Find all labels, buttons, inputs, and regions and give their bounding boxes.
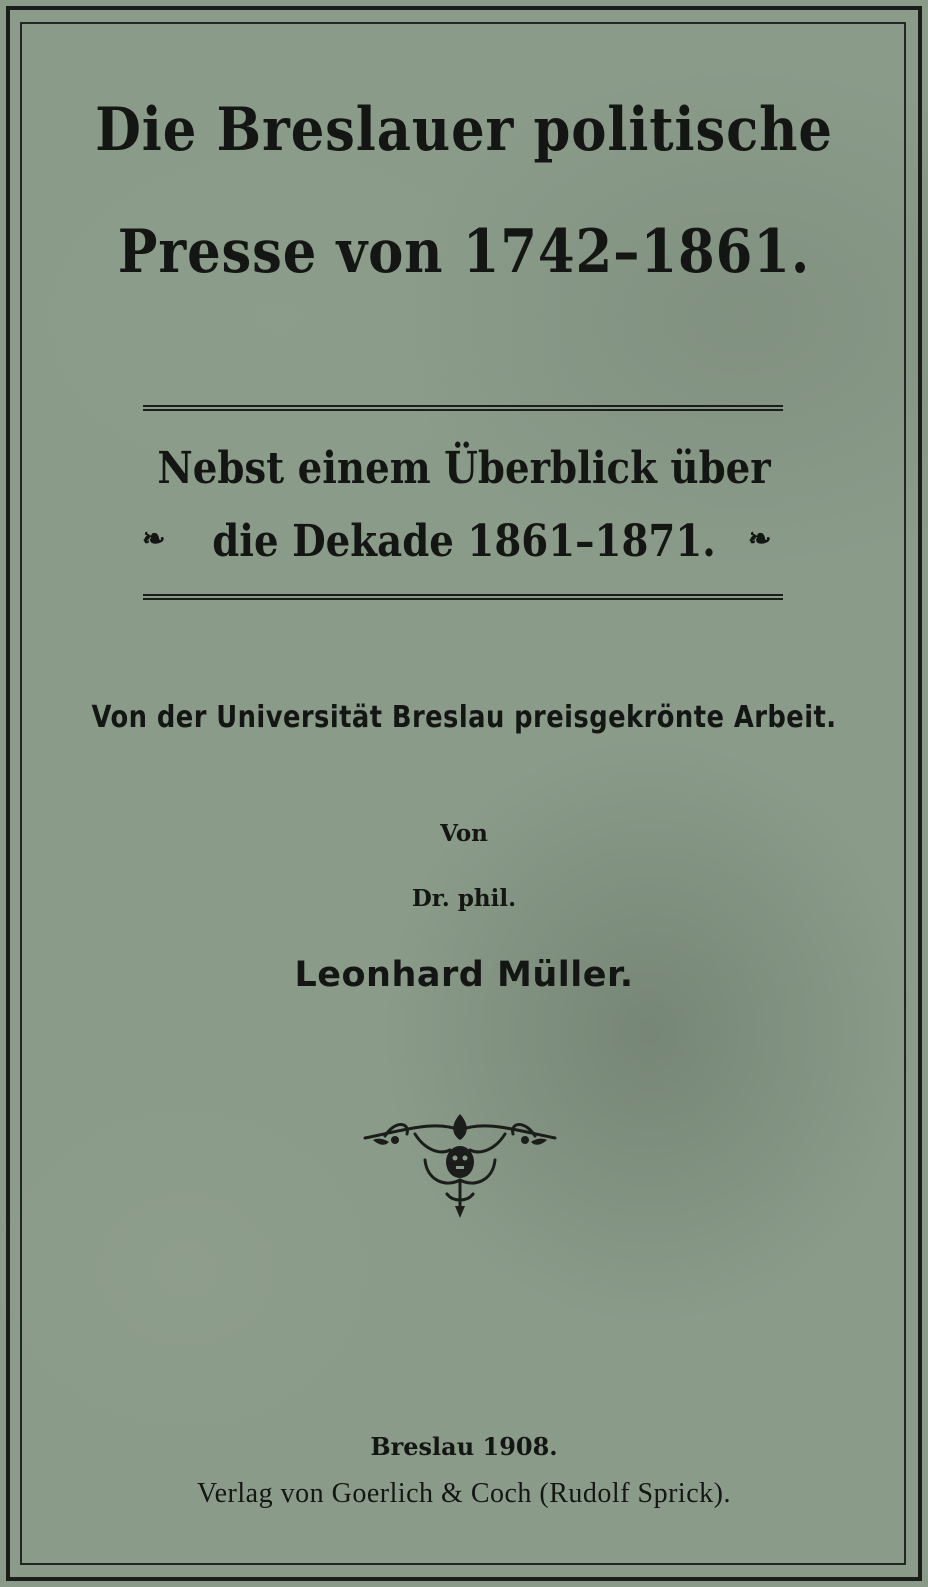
floral-vignette-icon — [355, 1110, 565, 1220]
flourish-right-icon: ❧ — [748, 522, 772, 555]
author-name: Leonhard Müller. — [294, 955, 634, 995]
subtitle-line-2: die Dekade 1861–1871. — [212, 516, 716, 567]
imprint-place-year: Breslau 1908. — [370, 1432, 558, 1461]
imprint-publisher: Verlag von Goerlich & Coch (Rudolf Sprick). — [197, 1478, 731, 1509]
prize-note: Von der Universität Breslau preisgekrönte Arbeit. — [91, 700, 837, 735]
byline-von: Von — [440, 820, 488, 847]
flourish-left-icon: ❧ — [142, 522, 166, 555]
title-line-1: Die Breslauer politische — [95, 95, 833, 165]
subtitle-line-1: Nebst einem Überblick über — [157, 443, 771, 494]
bottom-rule — [143, 594, 783, 600]
top-rule — [143, 405, 783, 411]
title-line-2: Presse von 1742–1861. — [117, 217, 811, 287]
byline-degree: Dr. phil. — [411, 885, 517, 912]
